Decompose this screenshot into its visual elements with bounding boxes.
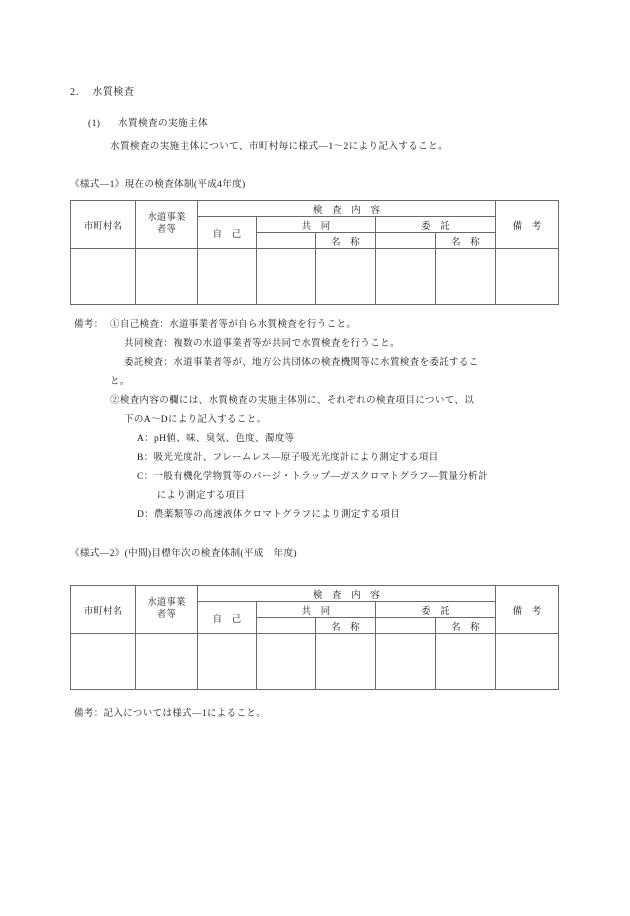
form1-col-self: 自 己 (198, 217, 257, 249)
form2-cell-remarks[interactable] (496, 634, 559, 690)
form2-col-joint-name: 名 称 (316, 618, 376, 634)
table-row[interactable] (71, 634, 559, 690)
form1-cell-joint-name[interactable] (316, 249, 376, 305)
form2-col-operator: 水道事業 者等 (136, 586, 198, 634)
form1-col-entrust-blank (376, 233, 436, 249)
remarks1-line-1: 共同検査：複数の水道事業者等が共同で水質検査を行うこと。 (124, 339, 400, 349)
form2-col-remarks: 備 考 (496, 586, 559, 634)
form2-title: 《様式―2》(中間)目標年次の検査体制(平成 年度) (70, 548, 297, 559)
form1-group-inspection: 検 査 内 容 (198, 201, 496, 217)
form1-col-entrust-name: 名 称 (436, 233, 496, 249)
form1-col-municipality: 市町村名 (71, 201, 136, 249)
form1-col-joint-name: 名 称 (316, 233, 376, 249)
remarks1-line-3: と。 (110, 377, 130, 387)
form1-col-operator: 水道事業 者等 (136, 201, 198, 249)
form2-cell-entrust[interactable] (376, 634, 436, 690)
form2-col-self: 自 己 (198, 602, 257, 634)
section-number: 2． (70, 87, 87, 98)
remarks1-line-4: ②検査内容の欄には、水質検査の実施主体別に、それぞれの検査項目について、以 (110, 396, 475, 406)
form2-table (70, 585, 559, 690)
form2-cell-entrust-name[interactable] (436, 634, 496, 690)
remarks1-category-a: A：pH値、味、臭気、色度、濁度等 (137, 434, 295, 444)
remarks1-line-0: ①自己検査：水道事業者等が自ら水質検査を行うこと。 (110, 320, 357, 330)
form2-col-entrust-blank (376, 618, 436, 634)
remarks1-category-d: D：農薬類等の高速液体クロマトグラフにより測定する項目 (137, 510, 401, 520)
form1-cell-entrust-name[interactable] (436, 249, 496, 305)
section-title: 水質検査 (92, 87, 135, 98)
form2-col-entrust-name: 名 称 (436, 618, 496, 634)
item-number: (1) (88, 118, 101, 129)
form1-cell-operator[interactable] (136, 249, 198, 305)
form1-col-joint: 共 同 (257, 217, 376, 233)
form2-col-joint-blank (257, 618, 316, 634)
remarks1-category-c: C：一般有機化学物質等のパージ・トラップ―ガスクロマトグラフ―質量分析計 (137, 472, 488, 482)
remarks1-category-c-cont: により測定する項目 (137, 491, 246, 501)
form1-cell-self[interactable] (198, 249, 257, 305)
form1-cell-entrust[interactable] (376, 249, 436, 305)
form2-group-inspection: 検 査 内 容 (198, 586, 496, 602)
remarks1-line-2: 委託検査：水道事業者等が、地方公共団体の検査機関等に水質検査を委託するこ (124, 358, 479, 368)
form2-header-band (71, 586, 559, 602)
form2-cell-joint[interactable] (257, 634, 316, 690)
table-row[interactable] (71, 249, 559, 305)
form2-cell-operator[interactable] (136, 634, 198, 690)
form1-cell-municipality[interactable] (71, 249, 136, 305)
section-heading (70, 86, 135, 101)
form2-col-joint: 共 同 (257, 602, 376, 618)
form1-cell-remarks[interactable] (496, 249, 559, 305)
remarks1-label: 備考： (74, 320, 104, 330)
form1-header-band (71, 201, 559, 217)
form1-col-remarks: 備 考 (496, 201, 559, 249)
form2-col-entrust: 委 託 (376, 602, 496, 618)
form1-title: 《様式―1》現在の検査体制(平成4年度) (70, 179, 246, 190)
form2-cell-joint-name[interactable] (316, 634, 376, 690)
form1-cell-joint[interactable] (257, 249, 316, 305)
item-body: 水質検査の実施主体について、市町村毎に様式―1〜2により記入すること。 (110, 141, 449, 152)
form2-cell-self[interactable] (198, 634, 257, 690)
remarks2-text: 備考：記入については様式―1によること。 (74, 709, 267, 719)
item-title: 水質検査の実施主体 (118, 118, 208, 129)
form1-col-entrust: 委 託 (376, 217, 496, 233)
remarks1-line-5: 下のA〜Dにより記入すること。 (124, 415, 267, 425)
form1-col-joint-blank (257, 233, 316, 249)
remarks1-category-b: B：吸光光度計、フレームレス―原子吸光光度計により測定する項目 (137, 453, 439, 463)
form1-table (70, 200, 559, 305)
form2-col-municipality: 市町村名 (71, 586, 136, 634)
form2-cell-municipality[interactable] (71, 634, 136, 690)
